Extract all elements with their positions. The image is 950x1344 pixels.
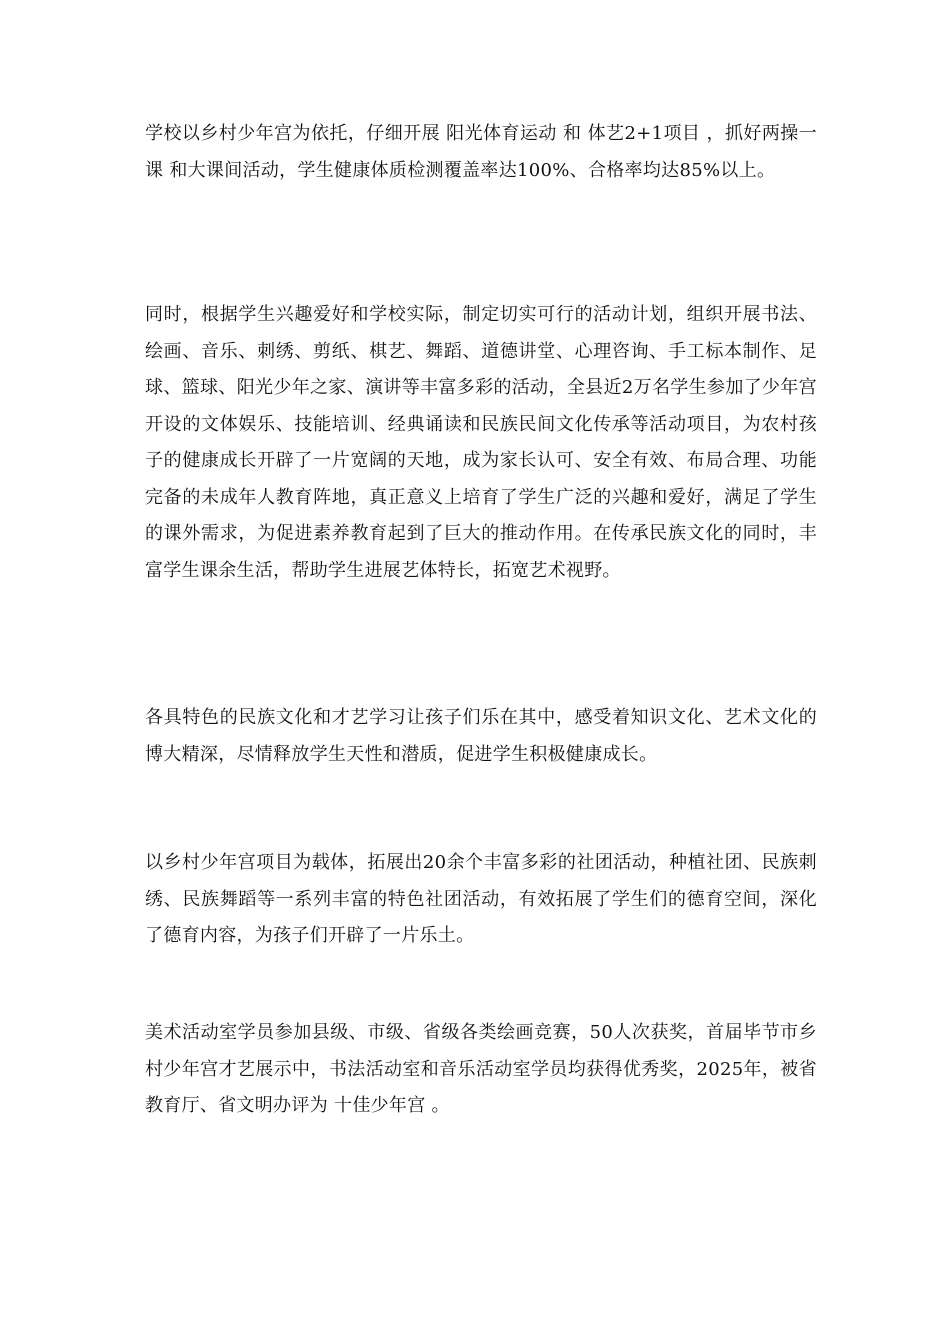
paragraph-ethnic-culture: 各具特色的民族文化和才艺学习让孩子们乐在其中，感受着知识文化、艺术文化的博大精深，尽情释放学生天性和潜质，促进学生积极健康成长。 (145, 707, 817, 765)
paragraph-sports-activities: 学校以乡村少年宫为依托，仔细开展 阳光体育运动 和 体艺2+1项目 ，抓好两操一课 和大课间活动，学生健康体质检测覆盖率达100%、合格率均达85%以上。 (145, 123, 817, 181)
paragraph-club-activities: 以乡村少年宫项目为载体，拓展出20余个丰富多彩的社团活动，种植社团、民族刺绣、民族舞蹈等一系列丰富的特色社团活动，有效拓展了学生们的德育空间，深化了德育内容，为孩子们开辟了一片乐土。 (145, 852, 817, 946)
paragraph-awards: 美术活动室学员参加县级、市级、省级各类绘画竞赛，50人次获奖，首届毕节市乡村少年宫才艺展示中，书法活动室和音乐活动室学员均获得优秀奖，2025年，被省教育厅、省文明办评为 十佳少年宫 。 (145, 1022, 817, 1116)
paragraph-activity-plan: 同时，根据学生兴趣爱好和学校实际，制定切实可行的活动计划，组织开展书法、绘画、音乐、刺绣、剪纸、棋艺、舞蹈、道德讲堂、心理咨询、手工标本制作、足球、篮球、阳光少年之家、演讲等丰富多彩的活动，全县近2万名学生参加了少年宫开设的文体娱乐、技能培训、经典诵读和民族民间文化传承等活动项目，为农村孩子的健康成长开辟了一片宽阔的天地，成为家长认可、安全有效、布局合理、功能完备的未成年人教育阵地，真正意义上培育了学生广泛的兴趣和爱好，满足了学生的课外需求，为促进素养教育起到了巨大的推动作用。在传承民族文化的同时，丰富学生课余生活，帮助学生进展艺体特长，拓宽艺术视野。 (145, 304, 817, 581)
